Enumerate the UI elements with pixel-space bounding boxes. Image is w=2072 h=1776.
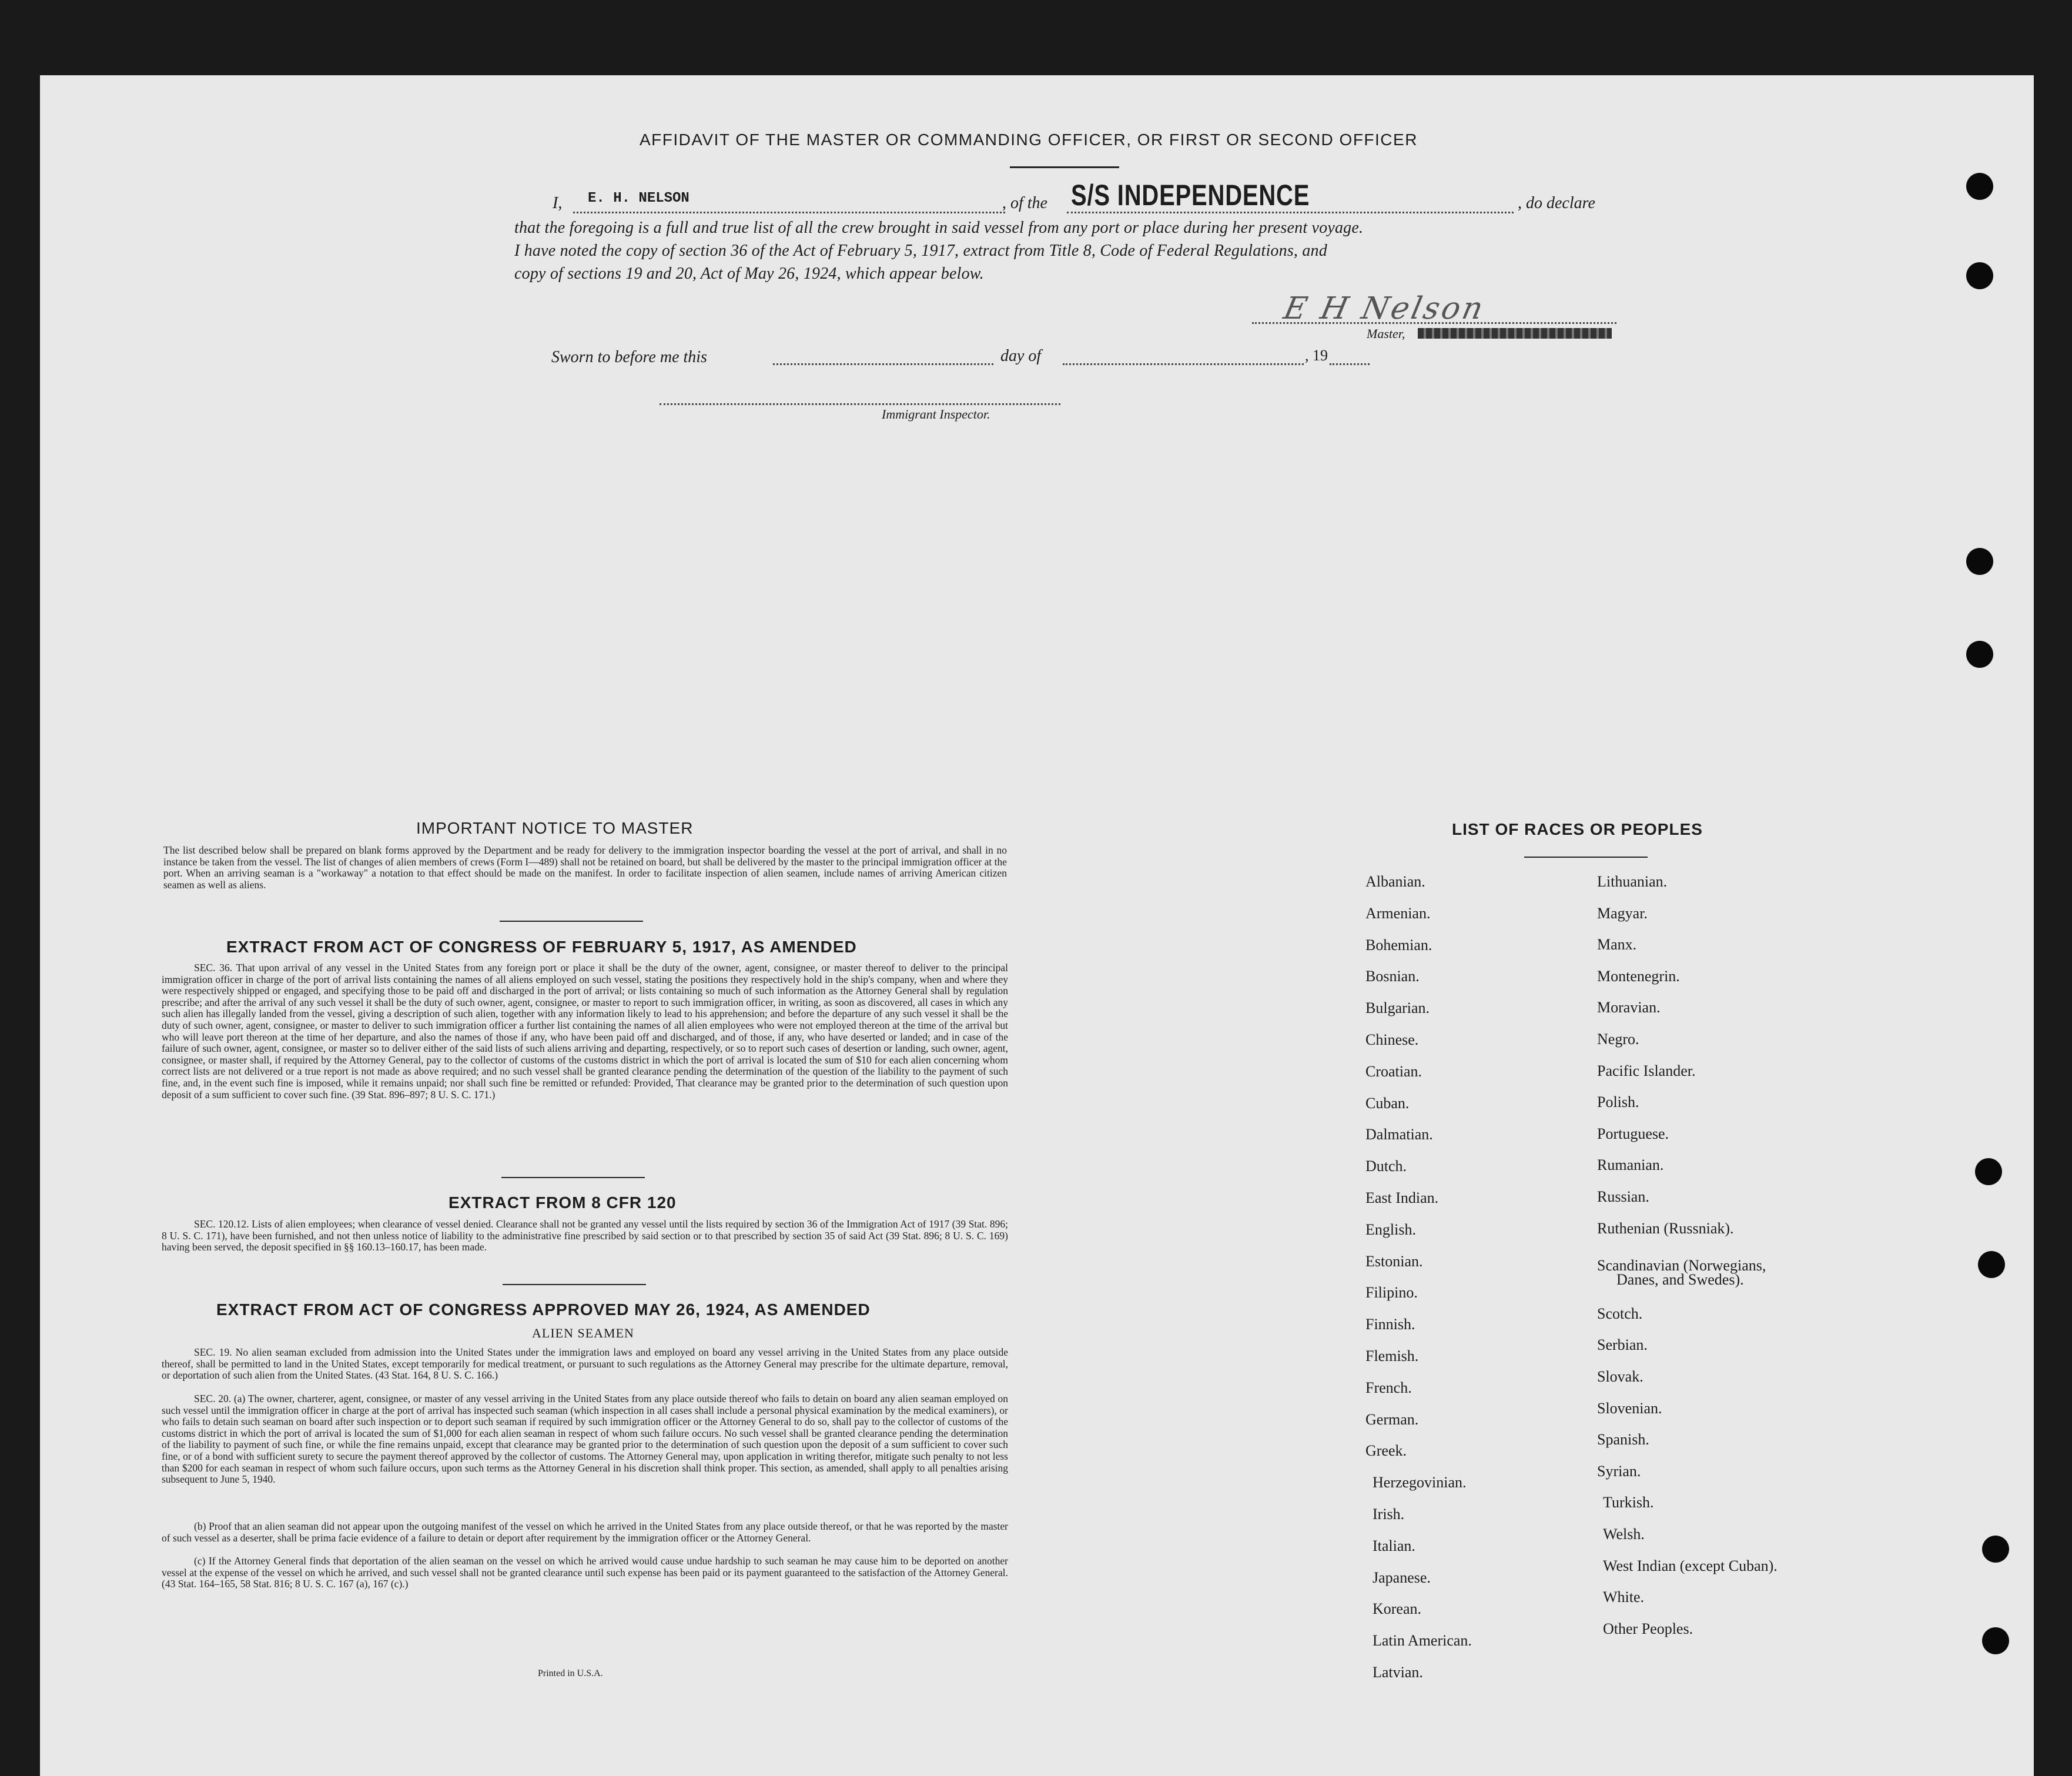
notice-title: IMPORTANT NOTICE TO MASTER bbox=[416, 819, 694, 837]
name-line bbox=[573, 212, 1005, 213]
race-item: Syrian. bbox=[1597, 1462, 1641, 1480]
affidavit-title: AFFIDAVIT OF THE MASTER OR COMMANDING OFFICER, OR FIRST OR SECOND OFFICER bbox=[640, 131, 1418, 149]
race-item: Albanian. bbox=[1365, 873, 1425, 890]
race-item: Finnish. bbox=[1365, 1316, 1415, 1333]
sworn-year-line bbox=[1330, 363, 1370, 365]
race-item: Polish. bbox=[1597, 1093, 1639, 1111]
race-item: Russian. bbox=[1597, 1188, 1649, 1205]
title-underline bbox=[1010, 166, 1119, 168]
divider bbox=[503, 1284, 646, 1285]
race-item: Italian. bbox=[1373, 1537, 1415, 1554]
race-item: Scotch. bbox=[1597, 1305, 1643, 1322]
race-item: Other Peoples. bbox=[1603, 1620, 1693, 1637]
vessel-line bbox=[1067, 212, 1514, 213]
race-item: Filipino. bbox=[1365, 1284, 1418, 1302]
punch-hole bbox=[1978, 1251, 2005, 1278]
race-item: Herzegovinian. bbox=[1373, 1474, 1467, 1491]
race-item: Manx. bbox=[1597, 936, 1637, 954]
races-title-underline bbox=[1524, 857, 1648, 858]
sworn-label: Sworn to before me this bbox=[551, 348, 707, 366]
affidavit-line-2: that the foregoing is a full and true list of all the crew brought in said vessel from any port or place during her present voyage. bbox=[514, 219, 1364, 237]
race-item: White. bbox=[1603, 1588, 1645, 1606]
race-item: Slovenian. bbox=[1597, 1399, 1662, 1417]
race-item: Latin American. bbox=[1373, 1632, 1472, 1650]
race-item: Serbian. bbox=[1597, 1336, 1648, 1354]
extract-1917-title: EXTRACT FROM ACT OF CONGRESS OF FEBRUARY 5, 1917, AS AMENDED bbox=[226, 938, 857, 956]
race-item: Negro. bbox=[1597, 1031, 1639, 1048]
race-item: Korean. bbox=[1373, 1600, 1422, 1618]
of-the-label: , of the bbox=[1002, 194, 1047, 212]
day-of-label: day of bbox=[1000, 347, 1042, 365]
sec-20a-body: SEC. 20. (a) The owner, charterer, agent, consignee, or master of any vessel arriving in the United States from any place outside thereof who fails to detain on board any alien seaman employed on such vessel until the immigration officer in charge at the port of arrival has inspected such seaman (which inspection in all cases shall include a personal physical examination by the medical examiners), or who fails to detain such seaman on board after such inspection or to deport such seaman if required by such immigration officer or the Attorney General to do so, shall pay to the collector of customs of the customs district in which the port of arrival is located the sum of $1,000 for each alien seaman in respect of whom such failure occurs. No such vessel shall be granted clearance pending the determination of the liability to payment of such fine, or while the fine remains unpaid, except that clearance may be granted prior to the determination of such question upon the deposit of a sum sufficient to cover such fine, or of a bond with sufficient surety to secure the payment thereof approved by the collector of customs. The Attorney General may, upon application in writing therefor, mitigate such penalty to not less than $200 for each seaman in respect of whom such failure occurs, upon such terms as the Attorney General in his discretion shall think proper. This section, as amended, shall apply to all penalties arising subsequent to June 5, 1940. bbox=[162, 1393, 1008, 1486]
affidavit-line-4: copy of sections 19 and 20, Act of May 26, 1924, which appear below. bbox=[514, 265, 984, 283]
race-item: Cuban. bbox=[1365, 1094, 1410, 1112]
printed-in-usa: Printed in U.S.A. bbox=[538, 1668, 603, 1678]
punch-hole bbox=[1966, 548, 1993, 575]
punch-hole bbox=[1982, 1536, 2009, 1563]
punch-hole bbox=[1966, 173, 1993, 200]
master-signature: E H Nelson bbox=[1280, 291, 1489, 326]
race-item: Turkish. bbox=[1603, 1494, 1654, 1511]
race-item: Magyar. bbox=[1597, 904, 1648, 922]
i-label: I, bbox=[553, 194, 563, 212]
affidavit-line-3: I have noted the copy of section 36 of the Act of February 5, 1917, extract from Title 8, Code of Federal Regulations, and bbox=[514, 242, 1327, 260]
punch-hole bbox=[1966, 262, 1993, 289]
sworn-day-line bbox=[773, 363, 993, 365]
divider bbox=[500, 921, 643, 922]
race-item: Danes, and Swedes). bbox=[1616, 1271, 1744, 1289]
race-item: Moravian. bbox=[1597, 999, 1661, 1016]
race-item: Ruthenian (Russniak). bbox=[1597, 1219, 1734, 1237]
race-item: Japanese. bbox=[1373, 1568, 1431, 1586]
race-item: Lithuanian. bbox=[1597, 873, 1668, 890]
year-prefix: , 19 bbox=[1305, 347, 1328, 364]
race-item: Slovak. bbox=[1597, 1368, 1643, 1385]
race-item: Welsh. bbox=[1603, 1526, 1645, 1543]
sec-20c-body: (c) If the Attorney General finds that deportation of the alien seaman on the vessel on which he arrived would cause undue hardship to such seaman he may cause him to be deported on another vessel at the expense of the vessel on which he arrived, and such vessel shall not be granted clearance until such expense has been paid or its payment guaranteed to the satisfaction of the Attorney General. (43 Stat. 164–165, 58 Stat. 816; 8 U. S. C. 167 (a), 167 (c).) bbox=[162, 1555, 1008, 1590]
struck-title bbox=[1418, 328, 1612, 339]
master-title: Master, bbox=[1367, 326, 1405, 341]
race-item: Bulgarian. bbox=[1365, 999, 1430, 1017]
race-item: Dutch. bbox=[1365, 1158, 1407, 1175]
extract-cfr-title: EXTRACT FROM 8 CFR 120 bbox=[448, 1193, 677, 1212]
punch-hole bbox=[1966, 641, 1993, 668]
sec-19-body: SEC. 19. No alien seaman excluded from admission into the United States under the immigration laws and employed on board any vessel arriving in the United States from any place outside thereof, shall be permitted to land in the United States, except temporarily for medical treatment, or pursuant to such regulations as the Attorney General may prescribe for the ultimate departure, removal, or deportation of such alien from the United States. (43 Stat. 164, 8 U. S. C. 166.) bbox=[162, 1346, 1008, 1382]
punch-hole bbox=[1982, 1627, 2009, 1654]
race-item: Bosnian. bbox=[1365, 968, 1420, 985]
inspector-line bbox=[660, 403, 1060, 405]
race-item: Scandinavian (Norwegians, bbox=[1597, 1257, 1766, 1275]
extract-1924-subtitle: ALIEN SEAMEN bbox=[532, 1326, 634, 1340]
race-item: Portuguese. bbox=[1597, 1125, 1669, 1142]
race-item: French. bbox=[1365, 1379, 1412, 1396]
race-item: Greek. bbox=[1365, 1442, 1407, 1460]
punch-hole bbox=[1975, 1158, 2002, 1185]
inspector-label: Immigrant Inspector. bbox=[882, 407, 990, 422]
race-item: Estonian. bbox=[1365, 1252, 1423, 1270]
do-declare-label: , do declare bbox=[1518, 194, 1595, 212]
race-item: English. bbox=[1365, 1220, 1416, 1238]
extract-cfr-body: SEC. 120.12. Lists of alien employees; when clearance of vessel denied. Clearance shall not be granted any vessel until the lists required by section 36 of the Immigration Act of 1917 (39 Stat. 896; 8 U. S. C. 171), have been furnished, and not then unless notice of liability to the administrative fine prescribed by said section or to that prescribed by section 35 of said Act (39 Stat. 896; 8 U. S. C. 169) having been served, the deposit specified in §§ 160.13–160.17, has been made. bbox=[162, 1218, 1008, 1253]
race-item: East Indian. bbox=[1365, 1189, 1439, 1206]
race-item: Irish. bbox=[1373, 1506, 1405, 1523]
race-item: German. bbox=[1365, 1410, 1419, 1428]
race-item: Pacific Islander. bbox=[1597, 1062, 1696, 1079]
race-item: Dalmatian. bbox=[1365, 1126, 1433, 1143]
sworn-month-line bbox=[1063, 363, 1304, 365]
race-item: Croatian. bbox=[1365, 1062, 1422, 1080]
race-item: Flemish. bbox=[1365, 1347, 1419, 1364]
race-item: Armenian. bbox=[1365, 904, 1431, 922]
extract-1917-body: SEC. 36. That upon arrival of any vessel in the United States from any foreign port or place it shall be the duty of the owner, agent, consignee, or master thereof to deliver to the principal immigration officer in charge of the port of arrival lists containing the names of all aliens employed on such vessel, stating the positions they respectively hold in the ship's company, when and where they were respectively shipped or engaged, and specifying those to be paid off and discharged in the port of arrival; or lists containing so much of such information as the Attorney General shall by regulation prescribe; and after the arrival of any such vessel it shall be the duty of such owner, agent, consignee, or master to report to such immigration officer, in writing, as soon as discovered, all cases in which any such alien has illegally landed from the vessel, giving a description of such alien, together with any information likely to lead to his apprehension; and before the departure of any such vessel it shall be the duty of such owner, agent, consignee, or master to deliver to such immigration officer a further list containing the names of all alien employees who were not employed thereon at the time of the arrival but who will leave port thereon at the time of her departure, and also the names of those if any, who have been paid off and discharged, and of those, if any, who have deserted or landed; and in case of the failure of such owner, agent, consignee, or master so to deliver either of the said lists of such aliens arriving and departing, respectively, or so to report such cases of desertion or landing, such owner, agent, consignee, or master shall, if required by the Attorney General, pay to the collector of customs of the customs district in which the port of arrival is located the sum of $10 for each alien concerning whom correct lists are not delivered or a true report is not made as above required; and no such vessel shall be granted clearance pending the determination of the question of the liability to the payment of such fine, and, in the event such fine is imposed, while it remains unpaid; nor shall such fine be remitted or refunded: Provided, That clearance may be granted prior to the determination of such question upon deposit of a sum sufficient to cover such fine. (39 Stat. 896–897; 8 U. S. C. 171.) bbox=[162, 962, 1008, 1101]
signature-line bbox=[1252, 322, 1616, 324]
race-item: Latvian. bbox=[1373, 1664, 1423, 1681]
race-item: West Indian (except Cuban). bbox=[1603, 1557, 1778, 1574]
divider bbox=[501, 1177, 645, 1178]
race-item: Rumanian. bbox=[1597, 1156, 1664, 1174]
race-item: Montenegrin. bbox=[1597, 967, 1680, 985]
race-item: Bohemian. bbox=[1365, 936, 1432, 954]
race-item: Chinese. bbox=[1365, 1031, 1419, 1048]
sec-20b-body: (b) Proof that an alien seaman did not appear upon the outgoing manifest of the vessel on which he arrived in the United States from any place outside thereof, or that he was reported by the master of such vessel as a deserter, shall be prima facie evidence of a failure to detain or deport after requirement by the immigration officer or the Attorney General. bbox=[162, 1520, 1008, 1544]
races-title: LIST OF RACES OR PEOPLES bbox=[1452, 820, 1703, 838]
declarant-name: E. H. NELSON bbox=[588, 190, 689, 206]
vessel-name: S/S INDEPENDENCE bbox=[1071, 179, 1310, 212]
race-item: Spanish. bbox=[1597, 1431, 1649, 1449]
notice-body: The list described below shall be prepared on blank forms approved by the Department and be ready for delivery to the immigration inspector boarding the vessel at the port of arrival, and shall in no instance be taken from the vessel. The list of changes of alien members of crews (Form I—489) shall not be retained on board, but shall be delivered by the master to the principal immigration officer at the port. When an arriving seaman is a "workaway" a notation to that effect should be made on the manifest. In order to facilitate inspection of alien seamen, include names of arriving American citizen seamen as well as aliens. bbox=[163, 844, 1007, 891]
extract-1924-title: EXTRACT FROM ACT OF CONGRESS APPROVED MAY 26, 1924, AS AMENDED bbox=[216, 1300, 871, 1319]
